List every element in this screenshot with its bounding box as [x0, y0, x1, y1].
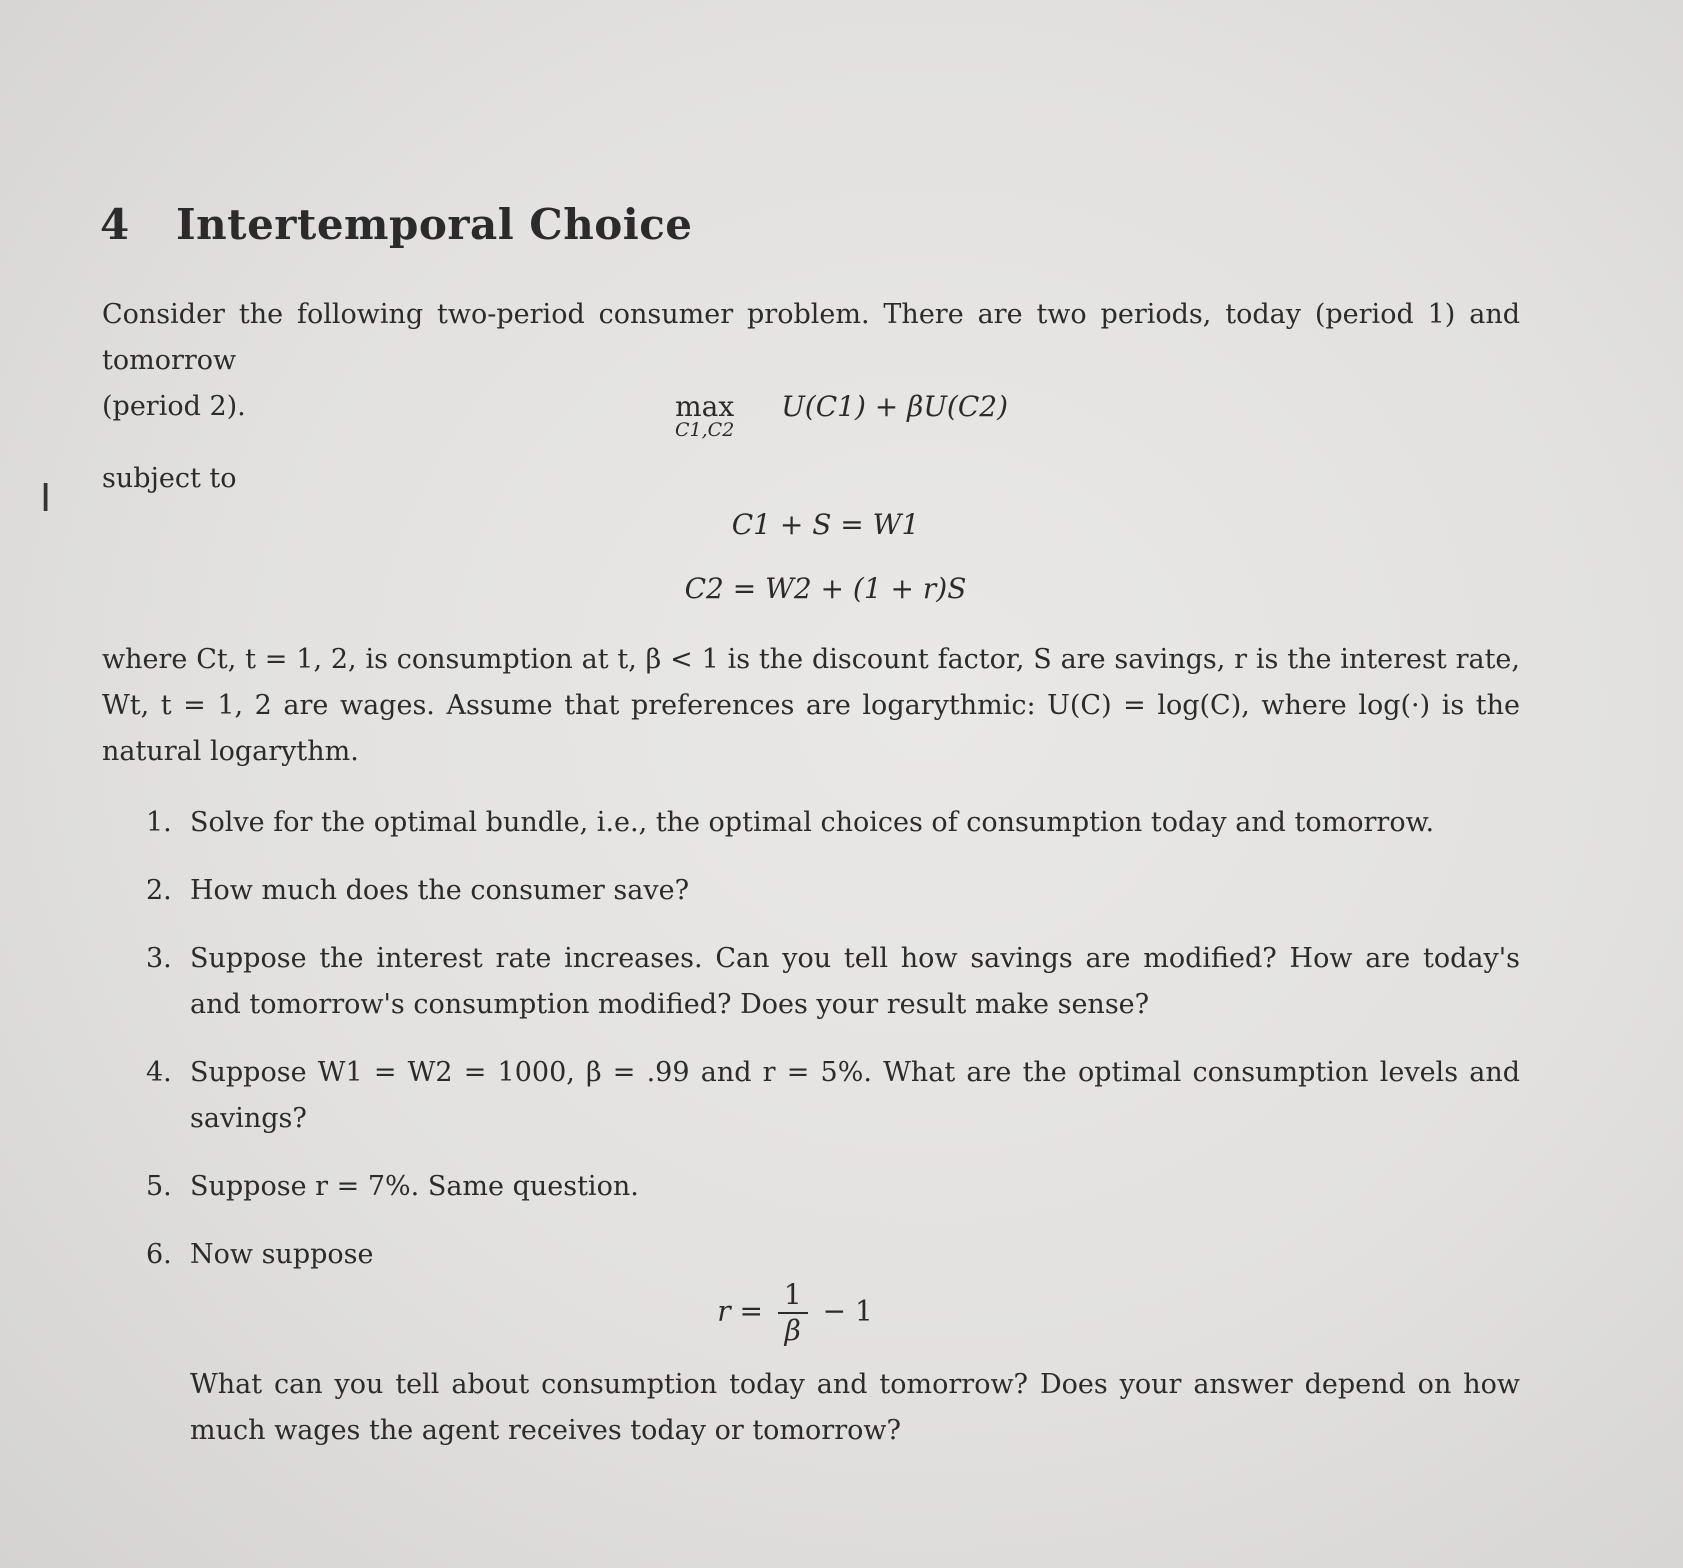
- intro-line-2: (period 2).: [102, 391, 246, 422]
- formula-lhs: r =: [717, 1294, 763, 1328]
- question-list: [146, 800, 1520, 1454]
- list-item: [146, 800, 1520, 846]
- item-number: 5.: [146, 1171, 172, 1202]
- item-number: 1.: [146, 807, 172, 838]
- item-number: 4.: [146, 1057, 172, 1088]
- item-number: 6.: [146, 1239, 172, 1270]
- max-subscript: C1,C2: [674, 419, 735, 441]
- list-item: [146, 1050, 1520, 1142]
- list-item: [146, 936, 1520, 1028]
- constraint-2: C2 = W2 + (1 + r)S: [684, 572, 967, 605]
- text-cursor-icon: I: [40, 476, 52, 520]
- item-text: Now suppose: [190, 1239, 374, 1270]
- subject-to-label: subject to: [102, 463, 237, 494]
- formula-rest: − 1: [822, 1294, 873, 1328]
- q6-formula: [70, 1278, 1520, 1348]
- list-item: [146, 868, 1520, 914]
- max-operator: [675, 390, 734, 441]
- q6-followup: What can you tell about consumption today and tomorrow? Does your answer depend on how much wages the agent receives today or tomorrow?: [190, 1369, 1520, 1446]
- list-item: [146, 1164, 1520, 1210]
- section-heading: [100, 200, 693, 249]
- intro-line-1: Consider the following two-period consumer problem. There are two periods, today (period 1) and tomorrow: [102, 299, 1520, 376]
- fraction: [778, 1278, 808, 1348]
- item-text: Suppose the interest rate increases. Can you tell how savings are modified? How are today's and tomorrow's consumption modified? Does your result make sense?: [190, 943, 1520, 1020]
- section-title: Intertemporal Choice: [176, 200, 693, 249]
- objective-expression: U(C1) + βU(C2): [781, 390, 1009, 423]
- item-number: 2.: [146, 875, 172, 906]
- objective-equation: [0, 390, 1683, 441]
- where-paragraph: where Ct, t = 1, 2, is consumption at t, β < 1 is the discount factor, S are savings, r is the interest rate, Wt, t = 1, 2 are wages. Assume that preferences are logarythmic: U(C) = log(C), where log(·) is the natural logarythm.: [102, 644, 1520, 767]
- list-item: [146, 1232, 1520, 1454]
- item-number: 3.: [146, 943, 172, 974]
- fraction-denominator: β: [784, 1314, 801, 1347]
- item-text: How much does the consumer save?: [190, 875, 690, 906]
- max-label: max: [675, 390, 735, 423]
- item-text: Suppose r = 7%. Same question.: [190, 1171, 639, 1202]
- constraint-1: C1 + S = W1: [731, 508, 920, 541]
- fraction-numerator: 1: [778, 1278, 808, 1314]
- section-number: 4: [100, 200, 130, 249]
- item-text: Solve for the optimal bundle, i.e., the optimal choices of consumption today and tomorrow.: [190, 807, 1435, 838]
- item-text: Suppose W1 = W2 = 1000, β = .99 and r = 5%. What are the optimal consumption levels and savings?: [190, 1057, 1520, 1134]
